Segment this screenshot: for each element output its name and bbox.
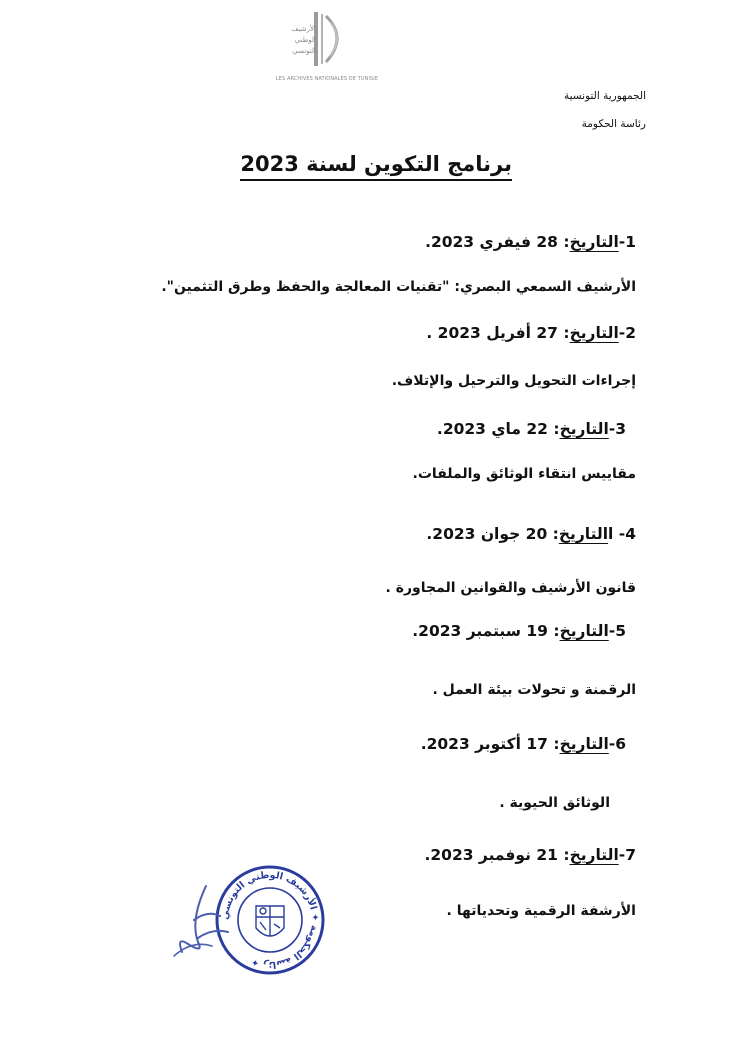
logo-line: الوطني: [294, 36, 316, 44]
signature-icon: [168, 880, 238, 960]
date-value: : 17 أكتوبر 2023.: [420, 735, 560, 753]
session-date-6: [421, 735, 626, 753]
session-topic-2: إجراءات التحويل والترحيل والإتلاف.: [391, 373, 636, 389]
date-value: : 27 أفريل 2023 .: [426, 324, 570, 342]
logo-line: التونسي: [292, 47, 316, 55]
seal-text: رئاسة الحكومة ✦ الأرشيف الوطني التونسي ✦: [219, 869, 321, 971]
logo-text: [280, 24, 316, 57]
date-value: : 19 سبتمبر 2023.: [412, 622, 560, 640]
date-label: التاريخ: [569, 324, 619, 342]
session-date-1: [425, 233, 636, 251]
session-date-2: [426, 324, 636, 342]
date-label: التاريخ: [569, 846, 619, 864]
session-topic-4: قانون الأرشيف والقوانين المجاورة .: [385, 580, 636, 596]
date-label: التاريخ: [569, 233, 619, 251]
session-number: 6-: [608, 735, 626, 753]
session-number: 7-: [618, 846, 636, 864]
date-value: : 22 ماي 2023.: [436, 420, 560, 438]
page-title: برنامج التكوين لسنة 2023: [240, 152, 512, 181]
logo-line: الأرشيف: [291, 25, 316, 33]
session-number: 4- ا: [608, 525, 636, 543]
session-date-4: [426, 525, 636, 543]
date-label: التاريخ: [559, 420, 609, 438]
session-topic-6: الوثائق الحيوية .: [499, 795, 610, 811]
session-topic-3: مقاييس انتقاء الوثائق والملفات.: [412, 466, 636, 482]
session-number: 3-: [608, 420, 626, 438]
date-label: التاريخ: [558, 525, 609, 543]
session-date-5: [412, 622, 626, 640]
republic-header: الجمهورية التونسية: [564, 90, 646, 102]
date-value: : 20 جوان 2023.: [426, 525, 559, 543]
session-number: 2-: [618, 324, 636, 342]
session-topic-7: الأرشفة الرقمية وتحدياتها .: [446, 903, 636, 919]
logo-caption: LES ARCHIVES NATIONALES DE TUNISIE: [275, 76, 379, 82]
session-date-7: [425, 846, 637, 864]
session-number: 1-: [618, 233, 636, 251]
session-topic-1: الأرشيف السمعي البصري: "تقنيات المعالجة والحفظ وطرق التثمين".: [161, 279, 636, 295]
date-value: : 21 نوفمبر 2023.: [424, 846, 570, 864]
session-number: 5-: [608, 622, 626, 640]
date-label: التاريخ: [559, 622, 609, 640]
session-topic-5: الرقمنة و تحولات بيئة العمل .: [432, 682, 636, 698]
presidency-header: رئاسة الحكومة: [581, 118, 646, 130]
session-date-3: [437, 420, 626, 438]
date-value: : 28 فيفري 2023.: [425, 233, 570, 251]
date-label: التاريخ: [559, 735, 609, 753]
